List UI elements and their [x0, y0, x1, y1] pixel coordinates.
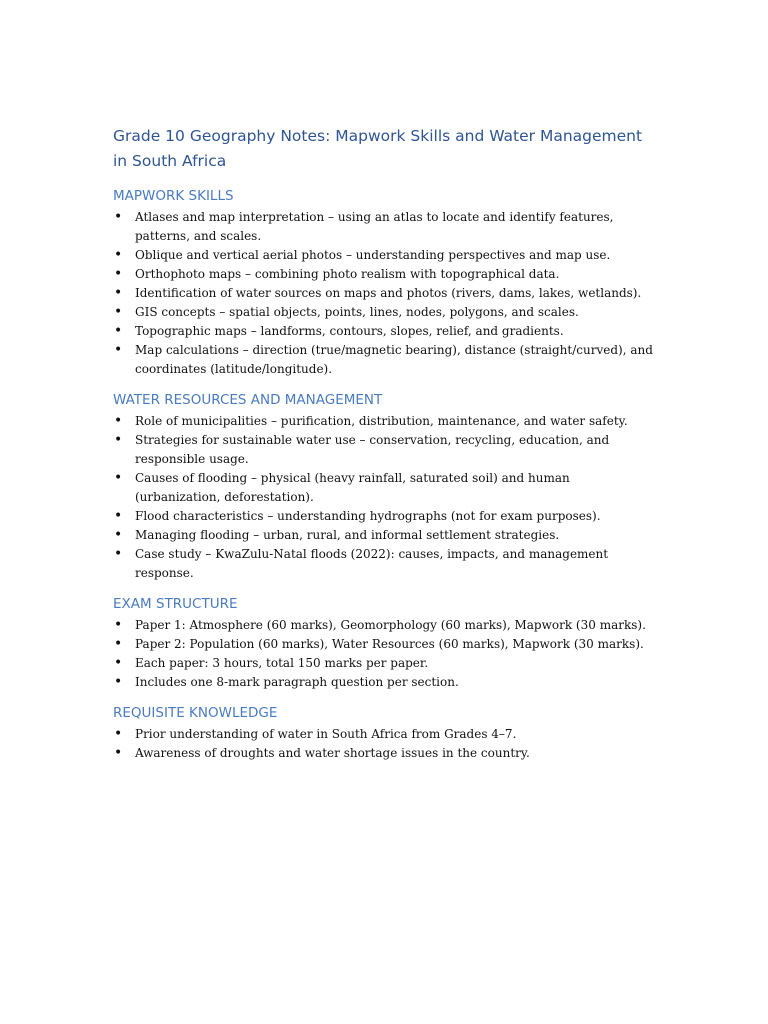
- list-item: • Paper 1: Atmosphere (60 marks), Geomorphology (60 marks), Mapwork (30 marks).: [113, 616, 658, 635]
- list-item: • Causes of flooding – physical (heavy rainfall, saturated soil) and human (urbanization, deforestation).: [113, 469, 658, 507]
- list-item: • Strategies for sustainable water use – conservation, recycling, education, and responsible usage.: [113, 431, 658, 469]
- list-item: • Identification of water sources on maps and photos (rivers, dams, lakes, wetlands).: [113, 284, 658, 303]
- list-item: • Prior understanding of water in South Africa from Grades 4–7.: [113, 725, 658, 744]
- list-item: • Paper 2: Population (60 marks), Water Resources (60 marks), Mapwork (30 marks).: [113, 635, 658, 654]
- section-heading-mapwork-skills: MAPWORK SKILLS: [113, 188, 234, 204]
- section-heading-water-resources: WATER RESOURCES AND MANAGEMENT: [113, 392, 383, 408]
- list-item: • Awareness of droughts and water shortage issues in the country.: [113, 744, 658, 763]
- list-item: • GIS concepts – spatial objects, points, lines, nodes, polygons, and scales.: [113, 303, 658, 322]
- section-heading-exam-structure: EXAM STRUCTURE: [113, 596, 238, 612]
- bullet-list-exam-structure: [113, 616, 658, 692]
- list-item: • Role of municipalities – purification, distribution, maintenance, and water safety.: [113, 412, 658, 431]
- list-item: • Includes one 8-mark paragraph question per section.: [113, 673, 658, 692]
- list-item: • Map calculations – direction (true/magnetic bearing), distance (straight/curved), and coordinates (latitude/longitude).: [113, 341, 658, 379]
- document-title: Grade 10 Geography Notes: Mapwork Skills and Water Management in South Africa: [113, 127, 643, 170]
- bullet-list-water-resources: [113, 412, 658, 583]
- list-item: • Each paper: 3 hours, total 150 marks per paper.: [113, 654, 658, 673]
- bullet-list-requisite-knowledge: [113, 725, 658, 763]
- document-content: [113, 124, 658, 775]
- list-item: • Oblique and vertical aerial photos – understanding perspectives and map use.: [113, 246, 658, 265]
- list-item: • Case study – KwaZulu-Natal floods (2022): causes, impacts, and management response.: [113, 545, 658, 583]
- list-item: • Atlases and map interpretation – using an atlas to locate and identify features, patterns, and scales.: [113, 208, 658, 246]
- list-item: • Orthophoto maps – combining photo realism with topographical data.: [113, 265, 658, 284]
- bullet-list-mapwork-skills: [113, 208, 658, 379]
- section-heading-requisite-knowledge: REQUISITE KNOWLEDGE: [113, 705, 278, 721]
- list-item: • Flood characteristics – understanding hydrographs (not for exam purposes).: [113, 507, 658, 526]
- list-item: • Topographic maps – landforms, contours, slopes, relief, and gradients.: [113, 322, 658, 341]
- list-item: • Managing flooding – urban, rural, and informal settlement strategies.: [113, 526, 658, 545]
